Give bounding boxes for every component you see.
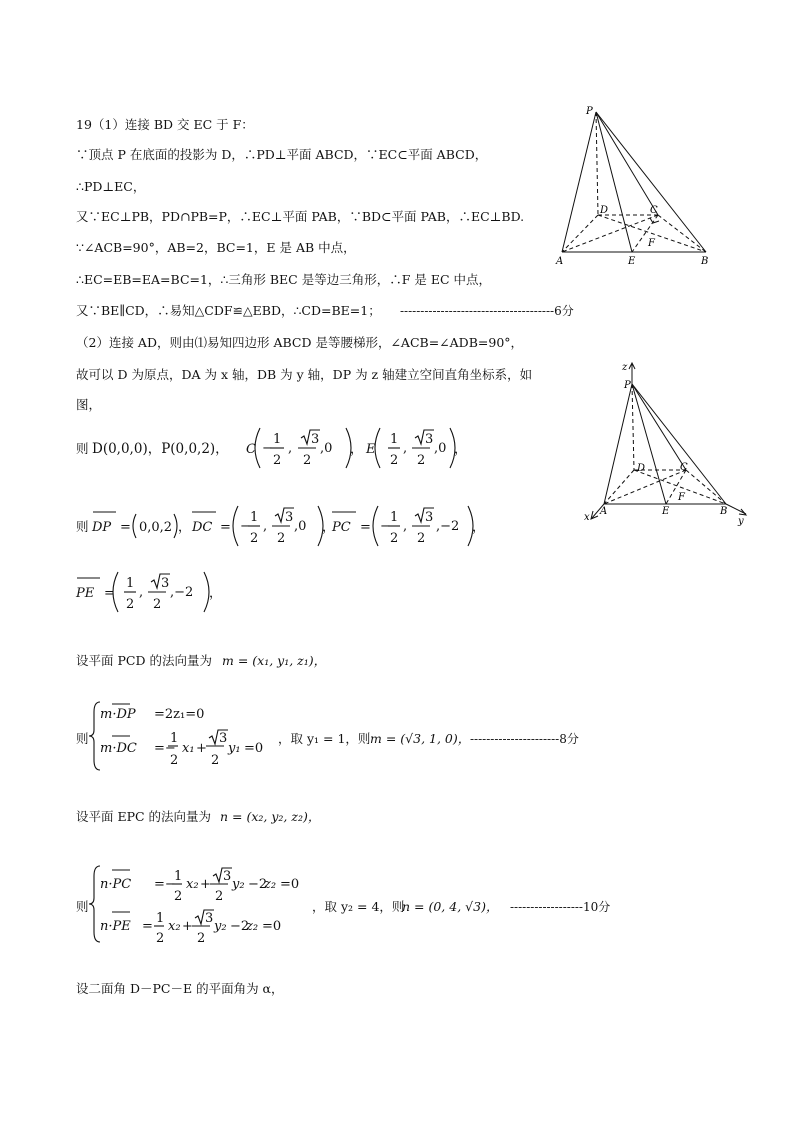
- svg-text:2: 2: [156, 931, 165, 946]
- svg-text:1: 1: [390, 432, 399, 447]
- pyramid-figure-top: [550, 100, 720, 270]
- sys2-result: n = (0, 4, √3)，: [402, 899, 499, 914]
- plane2-vector: n = (x₂, y₂, z₂)，: [220, 809, 321, 824]
- svg-text:,−2: ,−2: [170, 585, 194, 600]
- score-10: ------------------10分: [510, 900, 611, 914]
- sys2-take: ，取 y₂ = 4，则: [312, 899, 405, 914]
- p2-line-2: 故可以 D 为原点，DA 为 x 轴，DB 为 y 轴，DP 为 z 轴建立空间直角坐标系，如: [76, 367, 533, 382]
- svg-text:,0: ,0: [294, 519, 307, 534]
- svg-text:2: 2: [126, 597, 135, 612]
- svg-text:=: =: [142, 919, 153, 934]
- svg-text:−: −: [262, 441, 273, 456]
- svg-text:,: ,: [403, 519, 408, 534]
- svg-text:0,0,2: 0,0,2: [139, 520, 173, 535]
- svg-text:PE: PE: [76, 586, 95, 601]
- coordinate-figure-bottom: [580, 360, 760, 530]
- p1-line-1: 19（1）连接 BD 交 EC 于 F：: [76, 117, 254, 132]
- svg-text:PC: PC: [332, 520, 351, 535]
- svg-text:=: =: [104, 586, 115, 601]
- svg-text:n·PE: n·PE: [100, 919, 131, 934]
- svg-text:1: 1: [174, 869, 183, 884]
- coords-dp: D(0,0,0)，P(0,0,2)，: [92, 441, 229, 457]
- svg-text:=: =: [220, 520, 231, 535]
- fig-top-label-E: E: [628, 256, 636, 267]
- svg-text:2: 2: [273, 453, 282, 468]
- svg-text:2: 2: [390, 531, 399, 546]
- svg-text:2: 2: [277, 531, 286, 546]
- svg-text:x₁: x₁: [182, 741, 195, 756]
- svg-text:2: 2: [417, 453, 426, 468]
- svg-text:y₁: y₁: [228, 741, 241, 756]
- svg-text:，: ，: [209, 586, 223, 601]
- svg-text:DP: DP: [92, 520, 112, 535]
- sys1-prefix: 则: [76, 731, 89, 746]
- p2-line-1: （2）连接 AD，则由⑴易知四边形 ABCD 是等腰梯形，∠ACB=∠ADB=90°，: [76, 335, 524, 350]
- svg-text:3: 3: [219, 731, 228, 746]
- svg-text:3: 3: [285, 510, 294, 525]
- svg-text:1: 1: [156, 911, 165, 926]
- svg-text:+: +: [196, 741, 207, 756]
- vector-pe-formula: [76, 566, 226, 618]
- svg-text:x₂: x₂: [186, 877, 199, 892]
- svg-text:1: 1: [390, 510, 399, 525]
- fig-top-label-P: P: [586, 106, 593, 117]
- plane1-text: 设平面 PCD 的法向量为: [76, 653, 212, 668]
- p1-line-5: ∵∠ACB=90°，AB=2，BC=1，E 是 AB 中点，: [76, 240, 356, 255]
- svg-text:+: +: [200, 877, 211, 892]
- svg-text:1: 1: [273, 432, 282, 447]
- p2-line-3: 图，: [76, 397, 102, 412]
- coords-prefix: 则: [76, 441, 89, 456]
- fig-bot-label-z: z: [622, 362, 628, 373]
- fig-bot-label-A: A: [600, 506, 608, 517]
- sys2-prefix: 则: [76, 899, 89, 914]
- svg-text:3: 3: [205, 911, 214, 926]
- svg-text:−2: −2: [230, 919, 250, 934]
- svg-text:n·PC: n·PC: [100, 877, 132, 892]
- system1-formula: [92, 698, 282, 774]
- svg-text:=: =: [360, 520, 371, 535]
- fig-top-label-C: C: [650, 205, 658, 216]
- fig-bot-label-D: D: [637, 463, 646, 474]
- svg-text:y₂: y₂: [214, 919, 227, 934]
- svg-text:=2z₁=0: =2z₁=0: [154, 707, 205, 722]
- svg-text:=−: =−: [154, 877, 176, 892]
- svg-text:3: 3: [311, 432, 320, 447]
- svg-text:，: ，: [178, 520, 192, 535]
- p1-line-7: 又∵BE∥CD，∴易知△CDF≌△EBD，∴CD=BE=1；: [76, 303, 381, 318]
- svg-text:=: =: [120, 520, 131, 535]
- svg-text:2: 2: [211, 753, 220, 768]
- svg-text:2: 2: [174, 889, 183, 904]
- svg-text:x₂: x₂: [168, 919, 181, 934]
- plane1-vector: m = (x₁, y₁, z₁)，: [222, 653, 327, 668]
- sys1-take: ，取 y₁ = 1，则: [278, 731, 371, 746]
- fig-bot-label-y: y: [738, 516, 744, 527]
- p1-line-3: ∴PD⊥EC，: [76, 179, 146, 194]
- fig-top-label-D: D: [600, 205, 609, 216]
- svg-text:,: ,: [263, 519, 268, 534]
- svg-text:，: ，: [350, 442, 364, 457]
- svg-text:C: C: [246, 442, 256, 457]
- fig-bot-label-F: F: [678, 492, 685, 503]
- svg-text:,−2: ,−2: [436, 519, 460, 534]
- svg-text:=0: =0: [280, 877, 300, 892]
- svg-text:m·DC: m·DC: [100, 741, 137, 756]
- svg-text:2: 2: [215, 889, 224, 904]
- svg-text:3: 3: [425, 432, 434, 447]
- p1-line-2: ∵顶点 P 在底面的投影为 D，∴PD⊥平面 ABCD，∵EC⊂平面 ABCD，: [76, 147, 488, 162]
- coords-c-e-formula: [246, 422, 466, 474]
- svg-text:,: ,: [139, 585, 144, 600]
- svg-text:E: E: [366, 442, 376, 457]
- p1-line-6: ∴EC=EB=EA=BC=1，∴三角形 BEC 是等边三角形，∴F 是 EC 中点，: [76, 272, 491, 287]
- sys1-result: m = (√3, 1, 0)，: [370, 731, 471, 746]
- fig-bot-label-P: P: [624, 380, 631, 391]
- fig-bot-label-x: x: [584, 512, 590, 523]
- svg-text:2: 2: [303, 453, 312, 468]
- svg-text:2: 2: [417, 531, 426, 546]
- fig-bot-label-B: B: [720, 506, 728, 517]
- svg-text:z₂: z₂: [246, 919, 259, 934]
- svg-text:3: 3: [223, 869, 232, 884]
- svg-text:=0: =0: [262, 919, 282, 934]
- fig-bot-label-E: E: [662, 506, 670, 517]
- p1-line-4: 又∵EC⊥PB，PD∩PB=P，∴EC⊥平面 PAB，∵BD⊂平面 PAB，∴EC⊥BD.: [76, 209, 525, 224]
- svg-text:2: 2: [197, 931, 206, 946]
- svg-text:，: ，: [454, 442, 468, 457]
- vectors-dp-dc-pc-formula: [92, 500, 492, 552]
- plane2-text: 设平面 EPC 的法向量为: [76, 809, 212, 824]
- svg-text:，: ，: [472, 520, 486, 535]
- svg-text:3: 3: [161, 576, 170, 591]
- svg-text:y₂: y₂: [232, 877, 245, 892]
- svg-text:，: ，: [322, 520, 336, 535]
- svg-text:,0: ,0: [434, 441, 447, 456]
- svg-text:3: 3: [425, 510, 434, 525]
- svg-text:2: 2: [170, 753, 179, 768]
- svg-text:,: ,: [288, 441, 293, 456]
- svg-text:−: −: [380, 519, 391, 534]
- system2-formula: [92, 862, 322, 946]
- fig-bot-label-C: C: [680, 462, 688, 473]
- svg-text:2: 2: [153, 597, 162, 612]
- vec-prefix: 则: [76, 519, 89, 534]
- svg-text:2: 2: [390, 453, 399, 468]
- svg-text:=−: =−: [154, 741, 176, 756]
- svg-text:2: 2: [250, 531, 259, 546]
- svg-text:−: −: [240, 519, 251, 534]
- svg-text:1: 1: [250, 510, 259, 525]
- svg-text:,0: ,0: [320, 441, 333, 456]
- svg-text:1: 1: [170, 731, 179, 746]
- svg-text:1: 1: [126, 576, 135, 591]
- svg-text:DC: DC: [192, 520, 213, 535]
- last-line: 设二面角 D－PC－E 的平面角为 α，: [76, 981, 284, 996]
- svg-text:z₂: z₂: [264, 877, 277, 892]
- fig-top-label-B: B: [701, 256, 709, 267]
- fig-top-label-F: F: [648, 238, 655, 249]
- svg-text:,: ,: [403, 441, 408, 456]
- svg-text:m·DP: m·DP: [100, 707, 136, 722]
- fig-top-label-A: A: [556, 256, 564, 267]
- svg-text:=0: =0: [244, 741, 264, 756]
- score-6: --------------------------------------6分: [400, 304, 574, 318]
- score-8: ----------------------8分: [470, 732, 579, 746]
- svg-text:−2: −2: [248, 877, 268, 892]
- svg-text:+: +: [182, 919, 193, 934]
